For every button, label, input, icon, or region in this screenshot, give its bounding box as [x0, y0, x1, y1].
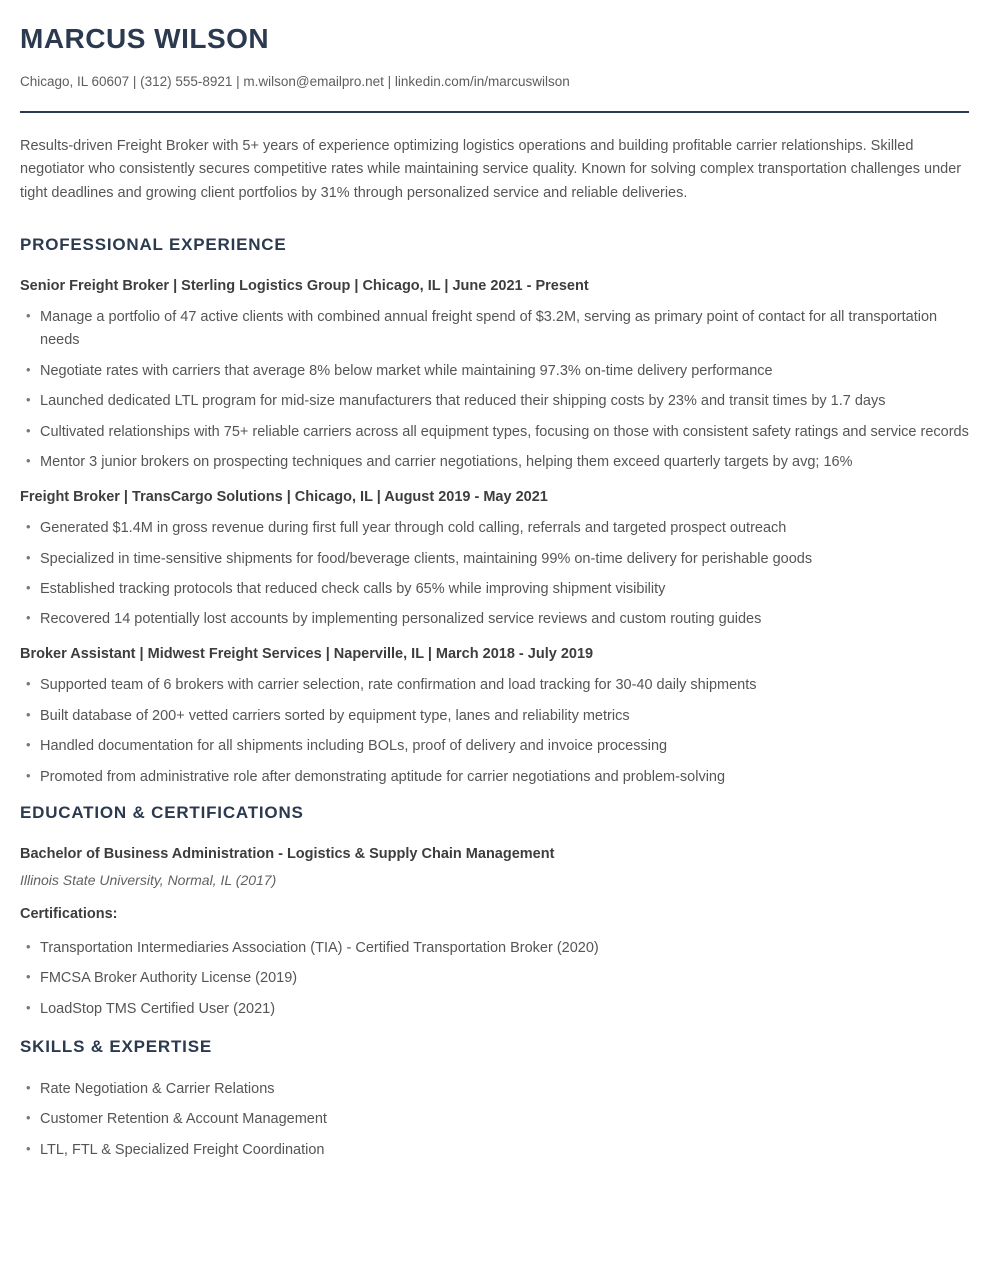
list-item: • LTL, FTL & Specialized Freight Coordination: [20, 1139, 969, 1162]
list-item: • Transportation Intermediaries Association (TIA) - Certified Transportation Broker (2020): [20, 937, 969, 960]
job-bullet-list: [20, 517, 969, 632]
list-item: • FMCSA Broker Authority License (2019): [20, 967, 969, 990]
contact-info: Chicago, IL 60607 | (312) 555-8921 | m.wilson@emailpro.net | linkedin.com/in/marcuswilson: [20, 73, 570, 89]
certifications-label: Certifications:: [20, 906, 118, 923]
section-skills-expertise: [20, 1037, 969, 1162]
list-item: • Recovered 14 potentially lost accounts by implementing personalized service reviews and custom routing guides: [20, 608, 969, 631]
list-item: • Promoted from administrative role after demonstrating aptitude for carrier negotiations and problem-solving: [20, 766, 969, 789]
page-title: MARCUS WILSON: [20, 23, 270, 54]
list-item: • LoadStop TMS Certified User (2021): [20, 998, 969, 1021]
job-entry: [20, 276, 969, 475]
list-item: • Cultivated relationships with 75+ reliable carriers across all equipment types, focusing on those with consistent safety ratings and service records: [20, 421, 969, 444]
section-education-certifications: [20, 803, 969, 1021]
section-heading-skills: SKILLS & EXPERTISE: [20, 1037, 212, 1057]
certifications-list: [20, 937, 969, 1021]
skills-list: [20, 1078, 969, 1162]
list-item: • Customer Retention & Account Management: [20, 1108, 969, 1131]
list-item: • Launched dedicated LTL program for mid-size manufacturers that reduced their shipping costs by 23% and transit times by 1.7 days: [20, 390, 969, 413]
header-divider: [20, 111, 969, 113]
list-item: • Mentor 3 junior brokers on prospecting techniques and carrier negotiations, helping them exceed quarterly targets by avg; 16%: [20, 451, 969, 474]
education-school: Illinois State University, Normal, IL (2017): [20, 871, 277, 888]
job-bullet-list: [20, 674, 969, 789]
job-entry: [20, 644, 969, 789]
section-professional-experience: [20, 235, 969, 789]
professional-summary: Results-driven Freight Broker with 5+ years of experience optimizing logistics operations and building profitable carrier relationships. Skilled negotiator who consistently secures competitive rates while maintaining service quality. Known for solving complex transportation challenges under tight deadlines and growing client portfolios by 31% through personalized service and reliable deliveries.: [20, 137, 962, 201]
education-degree: Bachelor of Business Administration - Logistics & Supply Chain Management: [20, 845, 555, 862]
list-item: • Built database of 200+ vetted carriers sorted by equipment type, lanes and reliability metrics: [20, 705, 969, 728]
job-heading: Broker Assistant | Midwest Freight Services | Naperville, IL | March 2018 - July 2019: [20, 645, 594, 662]
job-heading: Senior Freight Broker | Sterling Logistics Group | Chicago, IL | June 2021 - Present: [20, 277, 589, 294]
job-heading: Freight Broker | TransCargo Solutions | Chicago, IL | August 2019 - May 2021: [20, 488, 548, 505]
job-bullet-list: [20, 306, 969, 475]
list-item: • Specialized in time-sensitive shipments for food/beverage clients, maintaining 99% on-time delivery for perishable goods: [20, 548, 969, 571]
section-heading-experience: PROFESSIONAL EXPERIENCE: [20, 235, 287, 255]
section-heading-education: EDUCATION & CERTIFICATIONS: [20, 803, 304, 823]
list-item: • Negotiate rates with carriers that average 8% below market while maintaining 97.3% on-time delivery performance: [20, 360, 969, 383]
list-item: • Handled documentation for all shipments including BOLs, proof of delivery and invoice processing: [20, 735, 969, 758]
list-item: • Manage a portfolio of 47 active clients with combined annual freight spend of $3.2M, serving as primary point of contact for all transportation needs: [20, 306, 969, 353]
list-item: • Rate Negotiation & Carrier Relations: [20, 1078, 969, 1101]
list-item: • Supported team of 6 brokers with carrier selection, rate confirmation and load tracking for 30-40 daily shipments: [20, 674, 969, 697]
list-item: • Established tracking protocols that reduced check calls by 65% while improving shipment visibility: [20, 578, 969, 601]
job-entry: [20, 487, 969, 632]
list-item: • Generated $1.4M in gross revenue during first full year through cold calling, referrals and targeted prospect outreach: [20, 517, 969, 540]
